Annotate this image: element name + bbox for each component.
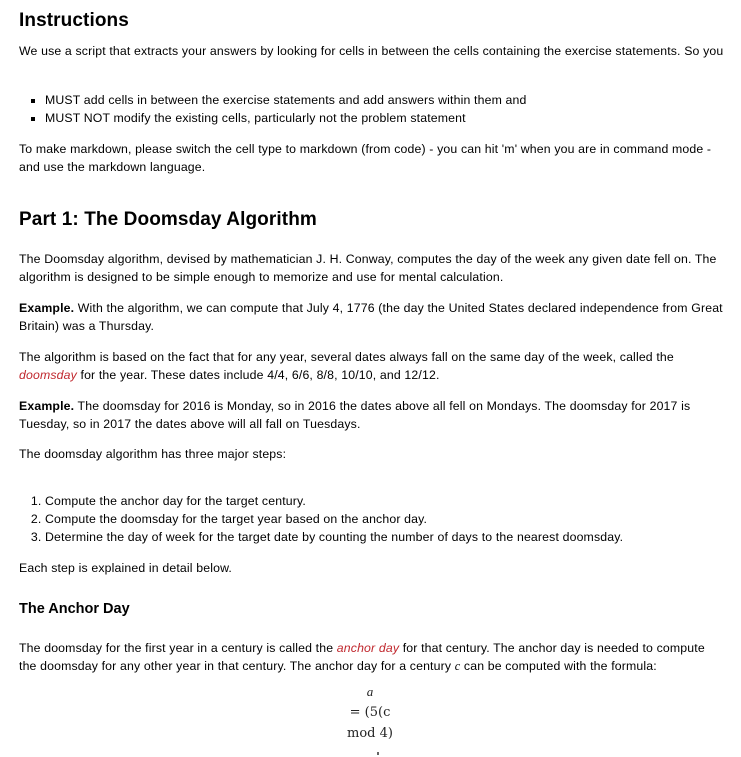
example-2-label: Example. — [19, 399, 75, 413]
steps-list — [19, 492, 735, 546]
step-3: 3. Determine the day of week for the target date by counting the number of days to the nearest doomsday. — [45, 528, 735, 546]
instructions-intro: We use a script that extracts your answers by looking for cells in between the cells containing the exercise statements. So you — [19, 44, 724, 58]
step-1: 1. Compute the anchor day for the target century. — [45, 492, 735, 510]
markdown-note: To make markdown, please switch the cell type to markdown (from code) - you can hit 'm' when you are in command mode - and use the markdown language. — [19, 142, 712, 174]
instructions-heading: Instructions — [19, 10, 129, 31]
steps-outro: Each step is explained in detail below. — [19, 561, 232, 575]
example-2-text: The doomsday for 2016 is Monday, so in 2016 the dates above all fell on Mondays. The doomsday for 2017 is Tuesday, so in 2017 the dates above will all fall on Tuesdays. — [19, 399, 691, 431]
step-2: 2. Compute the doomsday for the target year based on the anchor day. — [45, 510, 735, 528]
anchor-text-middle: for that century. The anchor day is needed to compute the doomsday for any other year in that century. The anchor day for a century — [19, 641, 705, 673]
doomsday-intro-paragraph: The Doomsday algorithm, devised by mathematician J. H. Conway, computes the day of the week any given date fell on. The algorithm is designed to be simple enough to memorize and use for mental calculation. — [19, 252, 717, 284]
example-1-text: With the algorithm, we can compute that July 4, 1776 (the day the United States declared independence from Great Britain) was a Thursday. — [19, 301, 723, 333]
example-2-paragraph — [19, 397, 724, 433]
definition-text-after: for the year. These dates include 4/4, 6/6, 8/8, 10/10, and 12/12. — [76, 368, 440, 382]
anchor-day-heading: The Anchor Day — [19, 601, 130, 617]
example-1-paragraph — [19, 299, 724, 335]
instructions-bullet-list — [19, 91, 735, 127]
anchor-text-after: can be computed with the formula: — [460, 659, 657, 673]
doomsday-term: doomsday — [19, 368, 77, 382]
century-variable: c — [454, 659, 461, 673]
formula-line-equals: = (5(c — [349, 705, 391, 720]
part1-heading: Part 1: The Doomsday Algorithm — [19, 209, 317, 230]
bullet-must-add: ▪ MUST add cells in between the exercise statements and add answers within them and — [45, 91, 735, 109]
bullet-must-not-modify: ▪ MUST NOT modify the existing cells, particularly not the problem statement — [45, 109, 735, 127]
formula-line-a: a — [366, 684, 374, 699]
formula-line-mod: mod 4) — [347, 726, 393, 741]
anchor-formula — [320, 681, 420, 744]
definition-text-before: The algorithm is based on the fact that for any year, several dates always fall on the same day of the week, called the — [19, 350, 674, 364]
doomsday-definition-paragraph — [19, 348, 724, 384]
anchor-text-before: The doomsday for the first year in a century is called the — [19, 641, 337, 655]
anchor-day-paragraph — [19, 639, 724, 675]
steps-intro: The doomsday algorithm has three major steps: — [19, 447, 287, 461]
example-1-label: Example. — [19, 301, 75, 315]
anchor-day-term: anchor day — [336, 641, 400, 655]
formula-continuation-mark — [377, 752, 379, 755]
